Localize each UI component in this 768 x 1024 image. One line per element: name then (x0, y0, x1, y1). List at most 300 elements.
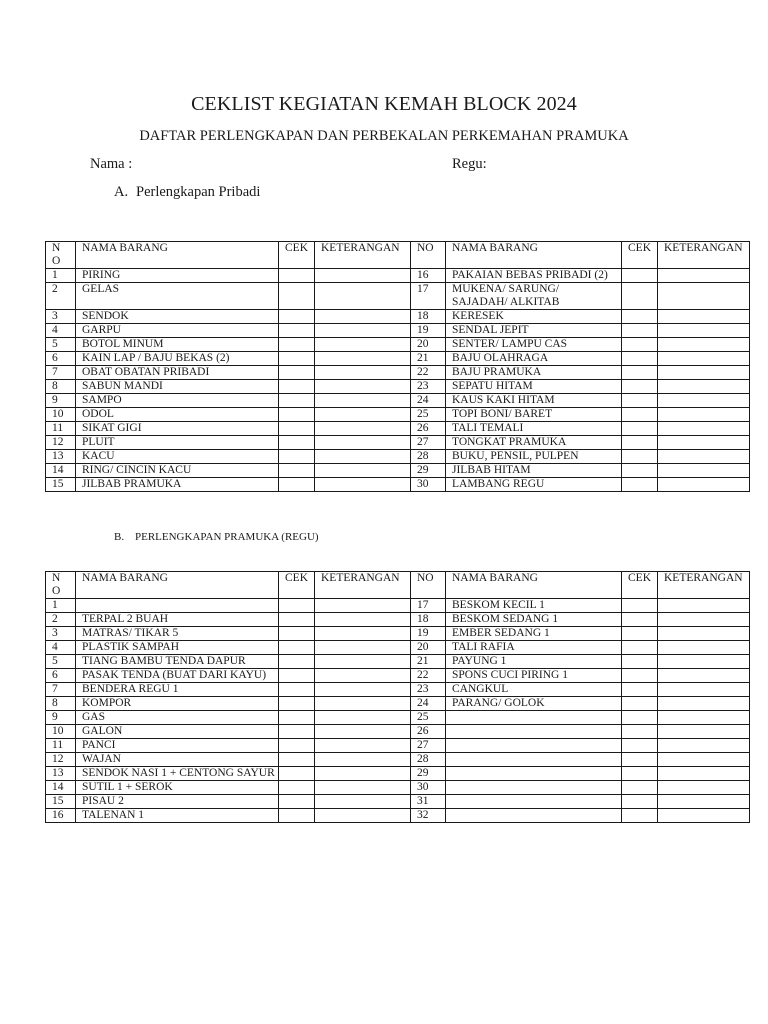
keterangan-cell (315, 380, 411, 394)
table-row (46, 739, 750, 753)
item-name-cell: SIKAT GIGI (76, 422, 279, 436)
item-name-cell: RING/ CINCIN KACU (76, 464, 279, 478)
document-title: CEKLIST KEGIATAN KEMAH BLOCK 2024 (191, 93, 577, 115)
cek-cell (279, 464, 315, 478)
no-cell-right: 23 (411, 683, 446, 697)
cek-cell-right (622, 809, 658, 823)
col-header-no: N O (46, 242, 76, 269)
no-cell-right: 30 (411, 781, 446, 795)
keterangan-cell (315, 627, 411, 641)
no-cell-right: 23 (411, 380, 446, 394)
keterangan-cell-right (658, 324, 750, 338)
item-name-cell: GARPU (76, 324, 279, 338)
cek-cell-right (622, 599, 658, 613)
no-cell-right: 26 (411, 725, 446, 739)
table-row (46, 422, 750, 436)
table-row (46, 795, 750, 809)
no-cell-right: 20 (411, 641, 446, 655)
keterangan-cell-right (658, 464, 750, 478)
keterangan-cell (315, 697, 411, 711)
no-cell: 1 (46, 269, 76, 283)
document-subtitle: DAFTAR PERLENGKAPAN DAN PERBEKALAN PERKEMAHAN PRAMUKA (139, 128, 629, 144)
cek-cell-right (622, 310, 658, 324)
no-cell: 5 (46, 655, 76, 669)
keterangan-cell-right (658, 450, 750, 464)
keterangan-cell (315, 394, 411, 408)
no-cell-right: 31 (411, 795, 446, 809)
cek-cell-right (622, 408, 658, 422)
no-cell: 10 (46, 725, 76, 739)
item-name-cell: PIRING (76, 269, 279, 283)
no-cell: 3 (46, 627, 76, 641)
no-cell: 9 (46, 394, 76, 408)
no-cell-right: 27 (411, 436, 446, 450)
table-row (46, 641, 750, 655)
table-row (46, 394, 750, 408)
no-cell-right: 17 (411, 283, 446, 310)
keterangan-cell-right (658, 767, 750, 781)
keterangan-cell (315, 310, 411, 324)
item-name-cell-right: PAKAIAN BEBAS PRIBADI (2) (446, 269, 622, 283)
keterangan-cell-right (658, 669, 750, 683)
item-name-cell: SAMPO (76, 394, 279, 408)
no-cell-right: 22 (411, 669, 446, 683)
item-name-cell: PASAK TENDA (BUAT DARI KAYU) (76, 669, 279, 683)
cek-cell (279, 283, 315, 310)
cek-cell-right (622, 394, 658, 408)
cek-cell-right (622, 641, 658, 655)
keterangan-cell-right (658, 739, 750, 753)
no-cell-right: 29 (411, 767, 446, 781)
keterangan-cell (315, 283, 411, 310)
cek-cell-right (622, 683, 658, 697)
keterangan-cell-right (658, 697, 750, 711)
item-name-cell: KAIN LAP / BAJU BEKAS (2) (76, 352, 279, 366)
no-cell-right: 29 (411, 464, 446, 478)
keterangan-cell (315, 753, 411, 767)
item-name-cell-right: TONGKAT PRAMUKA (446, 436, 622, 450)
table-row (46, 283, 750, 310)
no-cell-right: 27 (411, 739, 446, 753)
cek-cell (279, 781, 315, 795)
item-name-cell: WAJAN (76, 753, 279, 767)
no-cell: 8 (46, 380, 76, 394)
no-cell: 10 (46, 408, 76, 422)
cek-cell (279, 394, 315, 408)
no-cell: 14 (46, 781, 76, 795)
item-name-cell-right: TOPI BONI/ BARET (446, 408, 622, 422)
section-a-marker: A. (114, 184, 129, 200)
section-a-heading (114, 184, 260, 201)
section-b-marker: B. (114, 531, 125, 543)
section-b-heading (114, 531, 319, 543)
keterangan-cell-right (658, 683, 750, 697)
keterangan-cell-right (658, 711, 750, 725)
col-header-keterangan: KETERANGAN (315, 242, 411, 269)
keterangan-cell (315, 781, 411, 795)
cek-cell (279, 352, 315, 366)
item-name-cell: SABUN MANDI (76, 380, 279, 394)
no-cell: 7 (46, 366, 76, 380)
cek-cell (279, 599, 315, 613)
item-name-cell-right (446, 711, 622, 725)
item-name-cell-right (446, 809, 622, 823)
col-header-no-right: NO (411, 242, 446, 269)
table-header-row (46, 572, 750, 599)
keterangan-cell-right (658, 436, 750, 450)
no-cell-right: 30 (411, 478, 446, 492)
col-header-cek: CEK (279, 572, 315, 599)
keterangan-cell (315, 436, 411, 450)
keterangan-cell (315, 599, 411, 613)
keterangan-cell (315, 655, 411, 669)
cek-cell (279, 478, 315, 492)
cek-cell-right (622, 781, 658, 795)
cek-cell-right (622, 422, 658, 436)
no-cell-right: 25 (411, 711, 446, 725)
cek-cell (279, 380, 315, 394)
table-row (46, 781, 750, 795)
item-name-cell: SUTIL 1 + SEROK (76, 781, 279, 795)
item-name-cell-right: EMBER SEDANG 1 (446, 627, 622, 641)
keterangan-cell (315, 669, 411, 683)
keterangan-cell (315, 408, 411, 422)
cek-cell-right (622, 450, 658, 464)
col-header-keterangan-right: KETERANGAN (658, 242, 750, 269)
no-cell-right: 28 (411, 450, 446, 464)
keterangan-cell-right (658, 394, 750, 408)
item-name-cell: PANCI (76, 739, 279, 753)
keterangan-cell-right (658, 627, 750, 641)
no-cell: 11 (46, 739, 76, 753)
cek-cell (279, 795, 315, 809)
keterangan-cell (315, 641, 411, 655)
col-header-nama-barang: NAMA BARANG (76, 572, 279, 599)
item-name-cell: TALENAN 1 (76, 809, 279, 823)
regu-label: Regu: (452, 156, 487, 172)
no-cell: 11 (46, 422, 76, 436)
item-name-cell: GALON (76, 725, 279, 739)
keterangan-cell-right (658, 795, 750, 809)
table-row (46, 408, 750, 422)
item-name-cell: SENDOK NASI 1 + CENTONG SAYUR (76, 767, 279, 781)
no-cell-right: 21 (411, 352, 446, 366)
section-b-title: PERLENGKAPAN PRAMUKA (REGU) (135, 531, 319, 543)
no-cell-right: 20 (411, 338, 446, 352)
cek-cell-right (622, 697, 658, 711)
item-name-cell: SENDOK (76, 310, 279, 324)
item-name-cell: BENDERA REGU 1 (76, 683, 279, 697)
cek-cell-right (622, 352, 658, 366)
keterangan-cell (315, 795, 411, 809)
item-name-cell-right: PAYUNG 1 (446, 655, 622, 669)
item-name-cell-right (446, 725, 622, 739)
item-name-cell: PLASTIK SAMPAH (76, 641, 279, 655)
no-cell-right: 28 (411, 753, 446, 767)
keterangan-cell-right (658, 338, 750, 352)
item-name-cell-right: JILBAB HITAM (446, 464, 622, 478)
col-header-nama-barang: NAMA BARANG (76, 242, 279, 269)
keterangan-cell-right (658, 599, 750, 613)
col-header-keterangan: KETERANGAN (315, 572, 411, 599)
cek-cell (279, 641, 315, 655)
cek-cell (279, 324, 315, 338)
no-cell: 1 (46, 599, 76, 613)
col-header-no: N O (46, 572, 76, 599)
cek-cell (279, 739, 315, 753)
keterangan-cell (315, 739, 411, 753)
item-name-cell-right (446, 781, 622, 795)
cek-cell (279, 753, 315, 767)
keterangan-cell (315, 725, 411, 739)
keterangan-cell-right (658, 725, 750, 739)
keterangan-cell (315, 478, 411, 492)
keterangan-cell-right (658, 753, 750, 767)
item-name-cell-right (446, 795, 622, 809)
item-name-cell: TERPAL 2 BUAH (76, 613, 279, 627)
item-name-cell-right (446, 767, 622, 781)
item-name-cell-right: KAUS KAKI HITAM (446, 394, 622, 408)
item-name-cell-right (446, 739, 622, 753)
cek-cell-right (622, 739, 658, 753)
item-name-cell: PLUIT (76, 436, 279, 450)
cek-cell (279, 436, 315, 450)
keterangan-cell (315, 683, 411, 697)
item-name-cell-right: TALI TEMALI (446, 422, 622, 436)
table-row (46, 655, 750, 669)
table-row (46, 683, 750, 697)
no-cell: 7 (46, 683, 76, 697)
item-name-cell-right: SENDAL JEPIT (446, 324, 622, 338)
cek-cell-right (622, 753, 658, 767)
cek-cell (279, 809, 315, 823)
table-row (46, 310, 750, 324)
cek-cell-right (622, 613, 658, 627)
keterangan-cell (315, 464, 411, 478)
keterangan-cell (315, 352, 411, 366)
item-name-cell-right: MUKENA/ SARUNG/ SAJADAH/ ALKITAB (446, 283, 622, 310)
no-cell-right: 18 (411, 613, 446, 627)
table-row (46, 352, 750, 366)
cek-cell (279, 422, 315, 436)
cek-cell (279, 269, 315, 283)
keterangan-cell-right (658, 408, 750, 422)
item-name-cell-right: BESKOM SEDANG 1 (446, 613, 622, 627)
cek-cell (279, 725, 315, 739)
table-row (46, 478, 750, 492)
item-name-cell-right: CANGKUL (446, 683, 622, 697)
table-row (46, 809, 750, 823)
item-name-cell: JILBAB PRAMUKA (76, 478, 279, 492)
no-cell: 15 (46, 795, 76, 809)
keterangan-cell-right (658, 641, 750, 655)
no-cell-right: 19 (411, 627, 446, 641)
table-row (46, 599, 750, 613)
item-name-cell-right: TALI RAFIA (446, 641, 622, 655)
item-name-cell: OBAT OBATAN PRIBADI (76, 366, 279, 380)
table-row (46, 697, 750, 711)
no-cell: 6 (46, 352, 76, 366)
col-header-cek: CEK (279, 242, 315, 269)
item-name-cell-right: SEPATU HITAM (446, 380, 622, 394)
item-name-cell-right (446, 753, 622, 767)
item-name-cell-right: PARANG/ GOLOK (446, 697, 622, 711)
keterangan-cell-right (658, 283, 750, 310)
cek-cell (279, 408, 315, 422)
no-cell: 14 (46, 464, 76, 478)
col-header-nama-barang-right: NAMA BARANG (446, 242, 622, 269)
table-row (46, 725, 750, 739)
item-name-cell: ODOL (76, 408, 279, 422)
cek-cell (279, 338, 315, 352)
cek-cell-right (622, 324, 658, 338)
keterangan-cell-right (658, 613, 750, 627)
cek-cell-right (622, 655, 658, 669)
keterangan-cell-right (658, 310, 750, 324)
no-cell-right: 22 (411, 366, 446, 380)
no-cell: 2 (46, 283, 76, 310)
table-row (46, 366, 750, 380)
cek-cell (279, 683, 315, 697)
no-cell: 9 (46, 711, 76, 725)
table-row (46, 436, 750, 450)
table-row (46, 464, 750, 478)
cek-cell-right (622, 464, 658, 478)
keterangan-cell (315, 324, 411, 338)
item-name-cell: MATRAS/ TIKAR 5 (76, 627, 279, 641)
cek-cell (279, 655, 315, 669)
table-row (46, 613, 750, 627)
cek-cell (279, 767, 315, 781)
no-cell: 3 (46, 310, 76, 324)
no-cell-right: 25 (411, 408, 446, 422)
item-name-cell: GELAS (76, 283, 279, 310)
table-perlengkapan-regu (45, 571, 750, 823)
no-cell-right: 24 (411, 697, 446, 711)
col-header-nama-barang-right: NAMA BARANG (446, 572, 622, 599)
keterangan-cell-right (658, 352, 750, 366)
col-header-keterangan-right: KETERANGAN (658, 572, 750, 599)
no-cell: 2 (46, 613, 76, 627)
no-cell: 8 (46, 697, 76, 711)
no-cell-right: 24 (411, 394, 446, 408)
cek-cell-right (622, 767, 658, 781)
col-header-cek-right: CEK (622, 572, 658, 599)
table-row (46, 269, 750, 283)
no-cell: 16 (46, 809, 76, 823)
no-cell-right: 17 (411, 599, 446, 613)
item-name-cell-right: BAJU OLAHRAGA (446, 352, 622, 366)
item-name-cell-right: SPONS CUCI PIRING 1 (446, 669, 622, 683)
no-cell-right: 21 (411, 655, 446, 669)
table-row (46, 380, 750, 394)
table-row (46, 767, 750, 781)
no-cell: 12 (46, 753, 76, 767)
cek-cell-right (622, 269, 658, 283)
item-name-cell (76, 599, 279, 613)
cek-cell-right (622, 725, 658, 739)
keterangan-cell (315, 767, 411, 781)
keterangan-cell (315, 366, 411, 380)
cek-cell-right (622, 380, 658, 394)
keterangan-cell (315, 711, 411, 725)
item-name-cell-right: BESKOM KECIL 1 (446, 599, 622, 613)
table-row (46, 711, 750, 725)
nama-label: Nama : (90, 156, 133, 172)
cek-cell-right (622, 627, 658, 641)
keterangan-cell (315, 809, 411, 823)
table-row (46, 450, 750, 464)
item-name-cell-right: LAMBANG REGU (446, 478, 622, 492)
no-cell-right: 32 (411, 809, 446, 823)
table-row (46, 338, 750, 352)
cek-cell (279, 450, 315, 464)
col-header-no-right: NO (411, 572, 446, 599)
no-cell: 13 (46, 767, 76, 781)
table-row (46, 627, 750, 641)
cek-cell (279, 669, 315, 683)
keterangan-cell-right (658, 366, 750, 380)
cek-cell (279, 613, 315, 627)
table-row (46, 669, 750, 683)
cek-cell-right (622, 436, 658, 450)
cek-cell-right (622, 669, 658, 683)
cek-cell-right (622, 711, 658, 725)
table-perlengkapan-pribadi (45, 241, 750, 492)
cek-cell-right (622, 795, 658, 809)
keterangan-cell-right (658, 269, 750, 283)
item-name-cell-right: BAJU PRAMUKA (446, 366, 622, 380)
item-name-cell-right: BUKU, PENSIL, PULPEN (446, 450, 622, 464)
no-cell-right: 19 (411, 324, 446, 338)
no-cell: 4 (46, 641, 76, 655)
no-cell: 5 (46, 338, 76, 352)
table-header-row (46, 242, 750, 269)
keterangan-cell (315, 450, 411, 464)
keterangan-cell (315, 338, 411, 352)
no-cell: 15 (46, 478, 76, 492)
keterangan-cell (315, 422, 411, 436)
cek-cell (279, 697, 315, 711)
no-cell-right: 18 (411, 310, 446, 324)
cek-cell (279, 711, 315, 725)
section-a-title: Perlengkapan Pribadi (136, 184, 261, 200)
item-name-cell: BOTOL MINUM (76, 338, 279, 352)
keterangan-cell-right (658, 380, 750, 394)
item-name-cell: PISAU 2 (76, 795, 279, 809)
item-name-cell: TIANG BAMBU TENDA DAPUR (76, 655, 279, 669)
cek-cell-right (622, 283, 658, 310)
table-row (46, 324, 750, 338)
item-name-cell: GAS (76, 711, 279, 725)
cek-cell (279, 310, 315, 324)
keterangan-cell-right (658, 422, 750, 436)
keterangan-cell (315, 613, 411, 627)
item-name-cell-right: SENTER/ LAMPU CAS (446, 338, 622, 352)
cek-cell-right (622, 478, 658, 492)
cek-cell (279, 366, 315, 380)
no-cell: 4 (46, 324, 76, 338)
col-header-cek-right: CEK (622, 242, 658, 269)
table-row (46, 753, 750, 767)
no-cell: 6 (46, 669, 76, 683)
item-name-cell-right: KERESEK (446, 310, 622, 324)
no-cell-right: 16 (411, 269, 446, 283)
cek-cell-right (622, 338, 658, 352)
no-cell-right: 26 (411, 422, 446, 436)
item-name-cell: KOMPOR (76, 697, 279, 711)
keterangan-cell-right (658, 655, 750, 669)
